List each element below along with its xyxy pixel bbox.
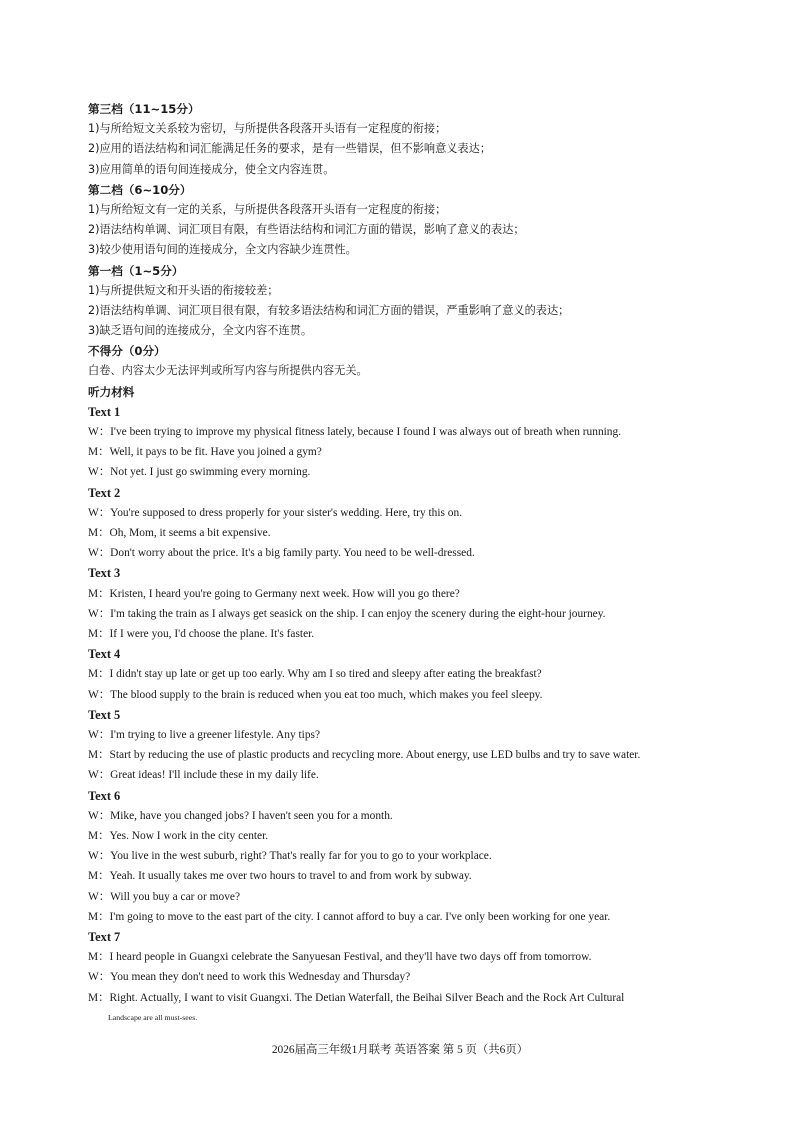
text-3 <box>88 563 728 644</box>
tier-item: 2)应用的语法结构和词汇能满足任务的要求，是有一些错误，但不影响意义表达； <box>88 142 492 156</box>
dialog-line: W：You're supposed to dress properly for your sister's wedding. Here, try this on. <box>88 506 463 519</box>
text-title: Text 1 <box>88 404 121 419</box>
dialog-line: M：I heard people in Guangxi celebrate the Sanyuesan Festival, and they'll have two days off from tomorrow. <box>88 951 592 964</box>
document-page <box>88 99 728 1028</box>
dialog-line: M：I'm going to move to the east part of the city. I cannot afford to buy a car. I've only been working for one year. <box>88 910 611 923</box>
tier-heading: 第二档（6~10分） <box>88 182 192 197</box>
tier-item: 3)缺乏语句间的连接成分，全文内容不连贯。 <box>88 324 313 338</box>
dialog-line: W：I'm taking the train as I always get seasick on the ship. I can enjoy the scenery during the eight-hour journey. <box>88 607 606 620</box>
dialog-line: W：Not yet. I just go swimming every morning. <box>88 466 311 479</box>
listening-title: 听力材料 <box>88 384 135 399</box>
dialog-line: M：I didn't stay up late or get up too early. Why am I so tired and sleepy after eating the breakfast? <box>88 668 542 681</box>
dialog-line-continuation: Landscape are all must-sees. <box>108 1012 198 1022</box>
dialog-line: W：I've been trying to improve my physical fitness lately, because I found I was always out of breath when running. <box>88 426 622 438</box>
text-6 <box>88 786 728 927</box>
dialog-line: M：Yeah. It usually takes me over two hours to travel to and from work by subway. <box>88 870 472 883</box>
text-title: Text 6 <box>88 788 121 803</box>
rubric-section <box>88 99 728 382</box>
dialog-line: W：Don't worry about the price. It's a big family party. You need to be well-dressed. <box>88 547 475 560</box>
text-7 <box>88 927 728 1028</box>
tier-item: 3)应用简单的语句间连接成分，使全文内容连贯。 <box>88 162 335 176</box>
dialog-line: M：If I were you, I'd choose the plane. It's faster. <box>88 628 315 640</box>
text-title: Text 2 <box>88 485 121 500</box>
tier-heading: 不得分（0分） <box>88 344 166 359</box>
dialog-line: W：I'm trying to live a greener lifestyle. Any tips? <box>88 728 321 741</box>
rubric-tier-3 <box>88 99 728 180</box>
text-2 <box>88 483 728 564</box>
text-5 <box>88 705 728 786</box>
tier-heading: 第三档（11~15分） <box>88 102 200 116</box>
rubric-tier-2 <box>88 180 728 261</box>
page-footer: 2026届高三年级1月联考 英语答案 第 5 页（共6页） <box>271 1044 529 1056</box>
text-title: Text 3 <box>88 566 121 581</box>
dialog-line: W：Mike, have you changed jobs? I haven't seen you for a month. <box>88 809 393 822</box>
dialog-line: M：Yes. Now I work in the city center. <box>88 829 269 842</box>
text-4 <box>88 644 728 705</box>
tier-item: 2)语法结构单调、词汇项目有限，有些语法结构和词汇方面的错误，影响了意义的表达； <box>88 223 525 237</box>
dialog-line: M：Well, it pays to be fit. Have you joined a gym? <box>88 446 322 459</box>
tier-item: 1)与所给短文有一定的关系，与所提供各段落开头语有一定程度的衔接； <box>88 202 447 216</box>
rubric-tier-1 <box>88 261 728 342</box>
text-title: Text 5 <box>88 707 121 722</box>
text-title: Text 4 <box>88 647 121 662</box>
tier-heading: 第一档（1~5分） <box>88 263 184 278</box>
text-1 <box>88 402 728 483</box>
dialog-line: M：Oh, Mom, it seems a bit expensive. <box>88 527 271 539</box>
tier-item: 1)与所提供短文和开头语的衔接较差； <box>88 283 279 297</box>
dialog-line: M：Right. Actually, I want to visit Guangxi. The Detian Waterfall, the Beihai Silver Beach and the Rock Art Cultural <box>88 991 625 1004</box>
dialog-line: W：You mean they don't need to work this Wednesday and Thursday? <box>88 971 411 984</box>
rubric-tier-0 <box>88 341 728 381</box>
tier-item: 3)较少使用语句间的连接成分，全文内容缺少连贯性。 <box>88 243 357 257</box>
tier-item: 2)语法结构单调、词汇项目很有限，有较多语法结构和词汇方面的错误，严重影响了意义的表达； <box>88 303 570 317</box>
text-title: Text 7 <box>88 930 121 944</box>
tier-item: 1)与所给短文关系较为密切，与所提供各段落开头语有一定程度的衔接； <box>88 122 447 136</box>
dialog-line: M：Kristen, I heard you're going to Germany next week. How will you go there? <box>88 587 460 600</box>
dialog-line: M：Start by reducing the use of plastic products and recycling more. About energy, use LED bulbs and try to save water. <box>88 749 641 762</box>
dialog-line: W：Great ideas! I'll include these in my daily life. <box>88 769 319 782</box>
dialog-line: W：The blood supply to the brain is reduced when you eat too much, which makes you feel sleepy. <box>88 688 543 701</box>
tier-item: 白卷、内容太少无法评判或所写内容与所提供内容无关。 <box>88 364 368 378</box>
listening-texts <box>88 402 728 1028</box>
dialog-line: W：Will you buy a car or move? <box>88 890 240 903</box>
dialog-line: W：You live in the west suburb, right? That's really far for you to go to your workplace. <box>88 850 492 863</box>
